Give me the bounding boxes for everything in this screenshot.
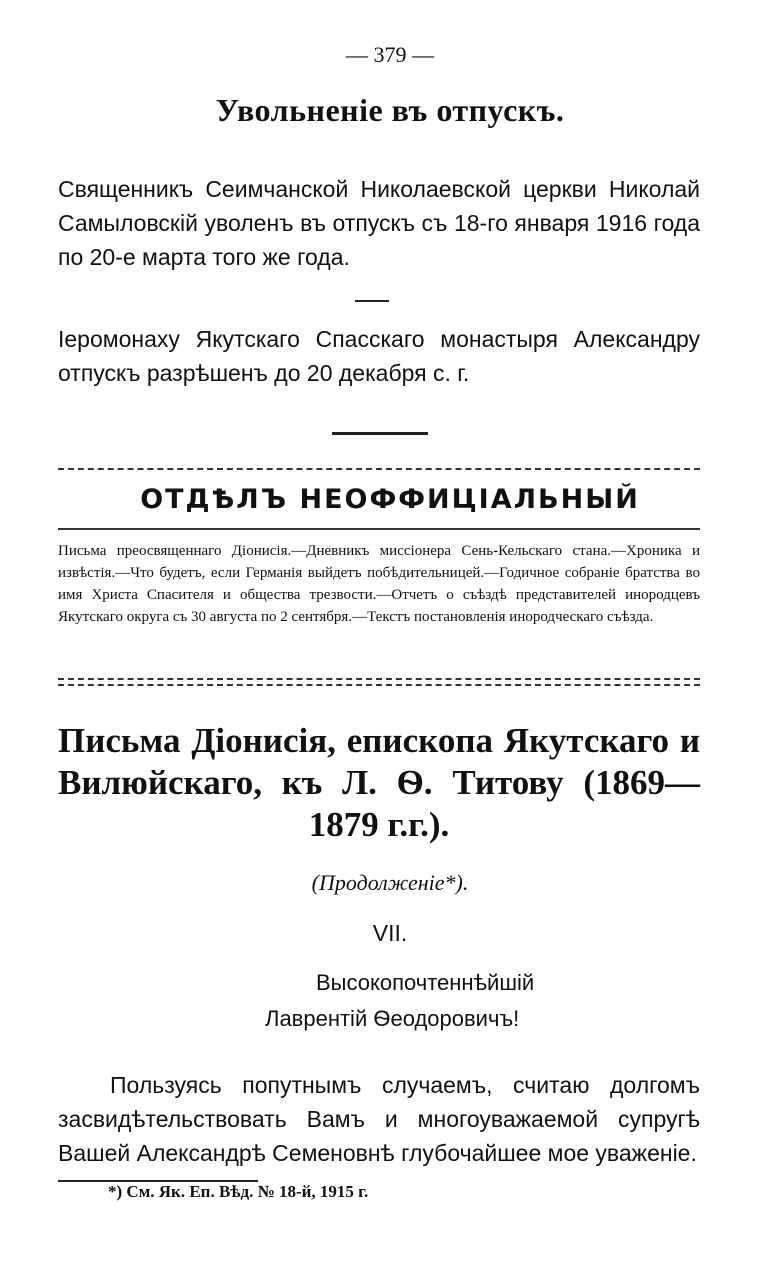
unofficial-contents-list: Письма преосвященнаго Діонисія.—Дневникъ миссіонера Сень-Кельскаго стана.—Хроника и извѣстія.—Что будетъ, если Германія выйдетъ побѣдительницей.—Годичное собраніе братства во имя Христа Спасителя и общества трезвости.—Отчетъ о съѣздѣ представителей инородцевъ Якутскаго округа съ 30 августа по 2 сентября.—Текстъ постановленія инородческаго съѣзда. — [58, 543, 700, 625]
page-number: — 379 — — [346, 42, 434, 67]
short-divider — [355, 300, 389, 302]
salutation-line: Лаврентій Ѳеодоровичъ! — [265, 1006, 520, 1031]
letters-title-line: Вилюйскаго, къ Л. Ѳ. Титову (1869— — [58, 763, 700, 802]
footnote: *) См. Як. Еп. Вѣд. № 18-й, 1915 г. — [108, 1182, 369, 1201]
section-rule-bottom — [58, 678, 700, 680]
section-heading-leave: Увольненіе въ отпускъ. — [215, 92, 565, 128]
letters-title — [58, 720, 700, 846]
section-rule — [58, 528, 700, 530]
letters-title-line: Письма Діонисія, епископа Якутскаго и — [58, 721, 700, 760]
paragraph-hieromonk-leave: Іеромонаху Якутскаго Спасскаго монастыря Александру отпускъ разрѣшенъ до 20 декабря с. г. — [58, 326, 700, 386]
continuation-note: (Продолженіе*). — [311, 870, 469, 895]
section-rule-bottom — [58, 684, 700, 686]
section-rule-top — [58, 468, 700, 470]
salutation-line: Высокопочтеннѣйшій — [316, 970, 535, 995]
letter-body: Пользуясь попутнымъ случаемъ, считаю долгомъ засвидѣтельствовать Вамъ и многоуважаемой супругѣ Вашей Александрѣ Семеновнѣ глубочайшее мое уваженіе. — [58, 1072, 700, 1166]
short-divider — [332, 432, 428, 435]
letter-number: VII. — [372, 920, 408, 946]
unofficial-section-title: ОТДѢЛЪ НЕОФФИЦІАЛЬНЫЙ — [140, 484, 640, 515]
letters-title-line: 1879 г.г.). — [308, 805, 450, 844]
paragraph-priest-leave: Священникъ Сеимчанской Николаевской церкви Николай Самыловскій уволенъ въ отпускъ съ 18-го января 1916 года по 20-е марта того же года. — [58, 176, 700, 270]
